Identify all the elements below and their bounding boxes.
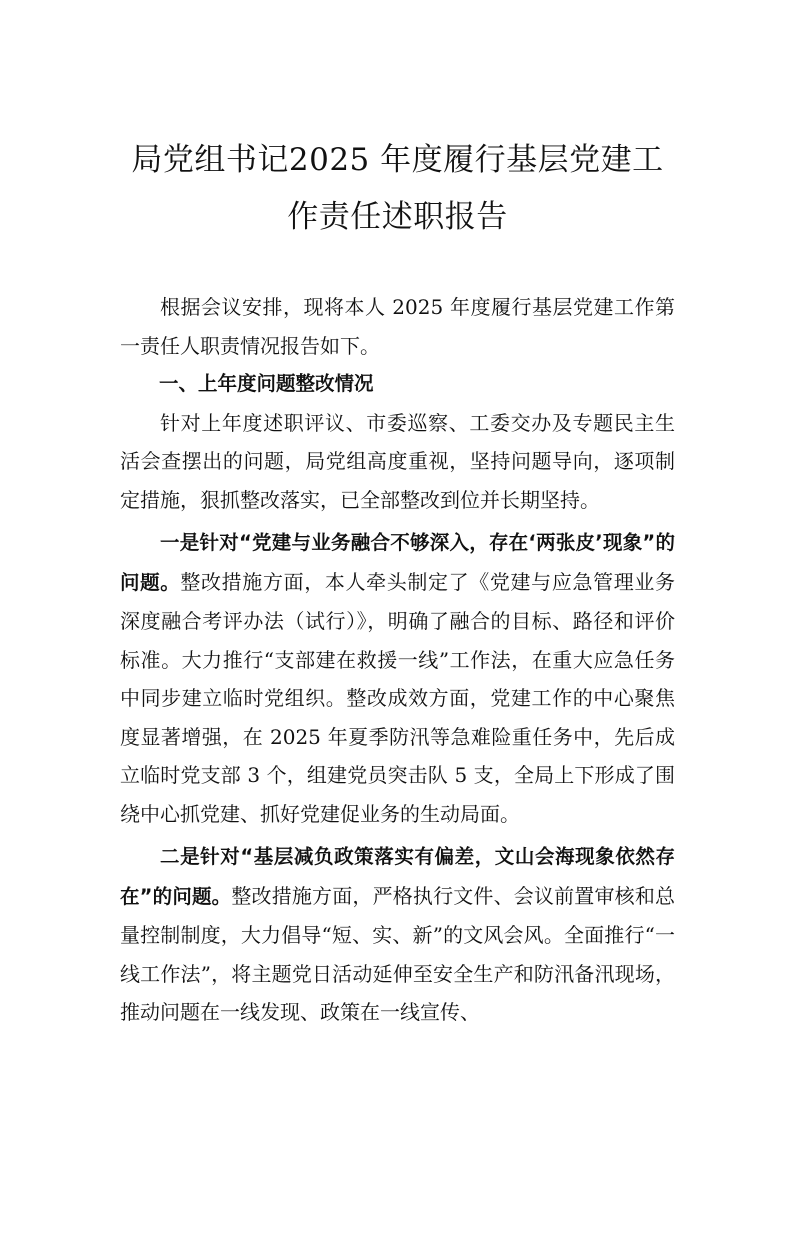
section-summary-paragraph: 针对上年度述职评议、市委巡察、工委交办及专题民主生活会查摆出的问题，局党组高度重视，坚持问题导向，逐项制定措施，狠抓整改落实，已全部整改到位并长期坚持。 [120, 410, 675, 512]
document-body [120, 288, 675, 1032]
item-2-lead: 二是针对“基层减负政策落实有偏差，文山会海现象依然存在”的问题。 [120, 845, 675, 908]
item-2-text: 整改措施方面，严格执行文件、会议前置审核和总量控制制度，大力倡导“短、实、新”的文风会风。全面推行“一线工作法”，将主题党日活动延伸至安全生产和防汛备汛现场，推动问题在一线发现、政策在一线宣传、 [120, 883, 675, 1024]
item-1-text: 整改措施方面，本人牵头制定了《党建与应急管理业务深度融合考评办法（试行）》，明确了融合的目标、路径和评价标准。大力推行“支部建在救援一线”工作法，在重大应急任务中同步建立临时党组织。整改成效方面，党建工作的中心聚焦度显著增强，在 2025 年夏季防汛等急难险重任务中，先后成立临时党支部 3 个，组建党员突击队 5 支，全局上下形成了围绕中心抓党建、抓好党建促业务的生动局面。 [120, 569, 675, 826]
section-heading: 一、上年度问题整改情况 [159, 372, 374, 395]
document-page [0, 132, 793, 1254]
rectification-item-2 [120, 837, 675, 1032]
item-1-lead: 一是针对“党建与业务融合不够深入，存在‘两张皮’现象”的问题。 [120, 531, 675, 594]
document-title: 局党组书记2025 年度履行基层党建工作责任述职报告 [131, 142, 664, 235]
rectification-item-1 [120, 523, 675, 833]
intro-paragraph: 根据会议安排，现将本人 2025 年度履行基层党建工作第一责任人职责情况报告如下。 [120, 295, 675, 358]
